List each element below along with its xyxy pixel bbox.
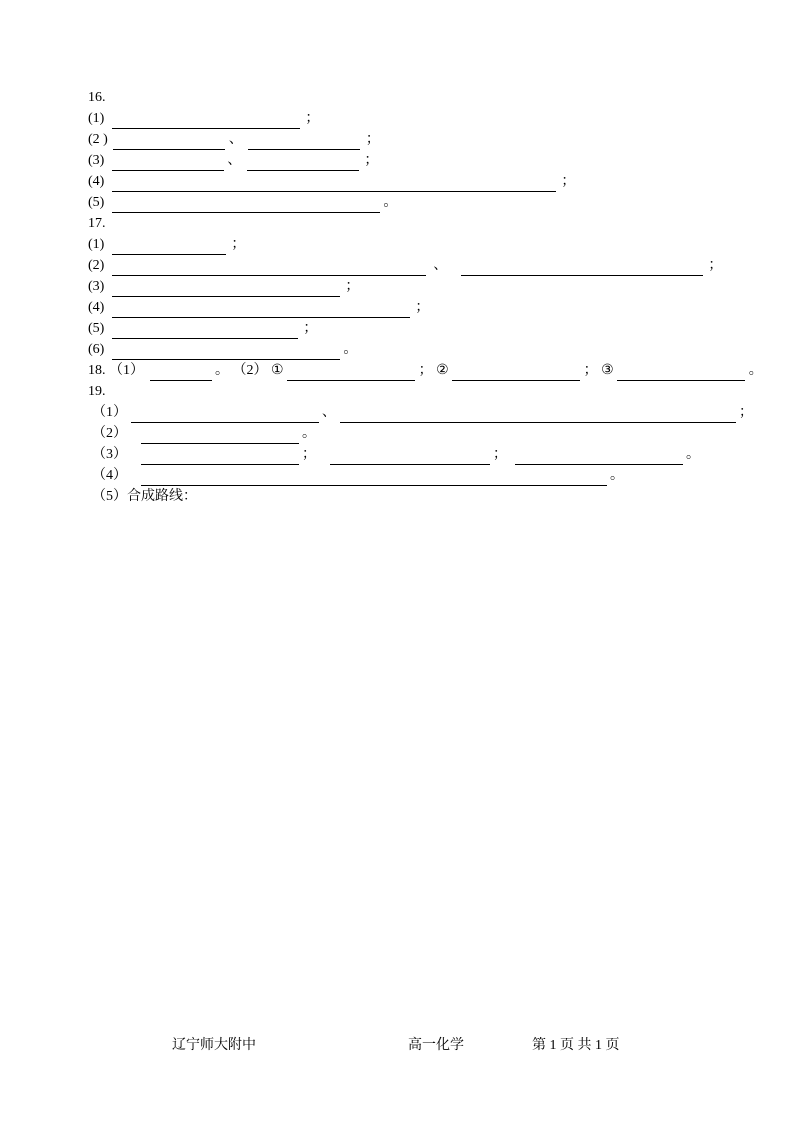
answer-blank[interactable] [287,365,415,381]
answer-label: (6) [88,342,105,357]
answer-label: (4) [88,300,105,315]
punctuation: 。 [686,447,700,462]
answer-blank[interactable] [113,134,225,150]
q17-answer-line-5 [88,319,317,339]
answer-blank[interactable] [248,134,360,150]
punctuation: 。 [343,342,358,357]
answer-label: (3) [88,153,105,168]
answer-label: (5) [88,321,105,336]
answer-blank[interactable] [452,365,580,381]
answer-blank[interactable] [112,260,426,276]
answer-blank[interactable] [112,197,380,213]
punctuation: ； [365,132,380,147]
punctuation: ； [302,447,316,462]
q19-answer-line-4 [92,466,624,486]
answer-label: (2 ) [88,132,108,147]
answer-blank[interactable] [515,449,683,465]
answer-label: (3) [88,279,105,294]
punctuation: 。 [610,468,624,483]
answer-blank[interactable] [150,365,212,381]
q16-answer-line-1 [88,109,319,129]
q16-answer-line-2 [88,130,380,150]
answer-label: (1) [88,111,105,126]
q17-answer-line-6 [88,340,357,360]
punctuation: 。 [748,363,763,378]
circled-number: ③ [601,363,614,378]
answer-blank[interactable] [112,155,224,171]
punctuation: ； [418,363,433,378]
q17-answer-line-4 [88,298,429,318]
answer-blank[interactable] [112,302,410,318]
answer-label: （4） [92,468,127,483]
answer-label: （2） [92,426,127,441]
q16-answer-line-4 [88,172,575,192]
punctuation: 。 [383,195,398,210]
q19-answer-line-2 [92,424,316,444]
circled-number: ② [436,363,449,378]
answer-blank[interactable] [617,365,745,381]
answer-blank[interactable] [247,155,359,171]
q16-answer-line-5 [88,193,397,213]
answer-blank[interactable] [340,407,736,423]
answer-blank[interactable] [141,428,299,444]
answer-label: (2) [88,258,105,273]
q18-answer-line [88,361,763,381]
punctuation: ； [364,153,379,168]
answer-blank[interactable] [112,344,340,360]
q19-synthesis-route [92,487,197,507]
punctuation: ； [303,321,318,336]
answer-label: (1) [88,237,105,252]
question-number: 16. [88,90,106,105]
footer-page-info: 第 1 页 共 1 页 [532,1038,620,1053]
punctuation: ； [493,447,507,462]
separator: 、 [322,405,336,420]
q17-answer-line-1 [88,235,245,255]
answer-label: （3） [92,447,127,462]
question-number: 19. [88,384,106,399]
q19-answer-line-3 [92,445,700,465]
q19-number [88,382,106,402]
answer-label: (5) [88,195,105,210]
punctuation: 。 [215,363,229,378]
separator: 、 [227,153,242,168]
answer-blank[interactable] [141,449,299,465]
footer-subject: 高一化学 [408,1038,464,1053]
circled-number: ① [271,363,284,378]
footer-school: 辽宁师大附中 [172,1038,256,1053]
punctuation: ； [583,363,598,378]
q17-number [88,214,106,234]
punctuation: ； [345,279,360,294]
question-number: 18. [88,363,106,378]
answer-blank[interactable] [330,449,490,465]
separator: 、 [433,258,448,273]
question-number: 17. [88,216,106,231]
punctuation: ； [305,111,320,126]
answer-blank[interactable] [141,470,607,486]
answer-label: （1） [92,405,127,420]
answer-blank[interactable] [112,176,556,192]
answer-blank[interactable] [112,239,226,255]
answer-label: （1） [109,363,144,378]
answer-blank[interactable] [112,323,298,339]
punctuation: ； [415,300,430,315]
answer-blank[interactable] [112,113,300,129]
punctuation: ； [739,405,753,420]
answer-label: (4) [88,174,105,189]
answer-blank[interactable] [112,281,340,297]
punctuation: 。 [302,426,316,441]
q16-number [88,88,106,108]
answer-blank[interactable] [131,407,319,423]
q16-answer-line-3 [88,151,378,171]
answer-blank[interactable] [461,260,703,276]
punctuation: ； [708,258,723,273]
q17-answer-line-3 [88,277,359,297]
punctuation: ； [561,174,576,189]
separator: 、 [228,132,243,147]
synthesis-route-label: （5）合成路线： [92,489,197,504]
answer-label: （2） [232,363,268,378]
q17-answer-line-2 [88,256,722,276]
q19-answer-line-1 [92,403,753,423]
punctuation: ； [231,237,246,252]
